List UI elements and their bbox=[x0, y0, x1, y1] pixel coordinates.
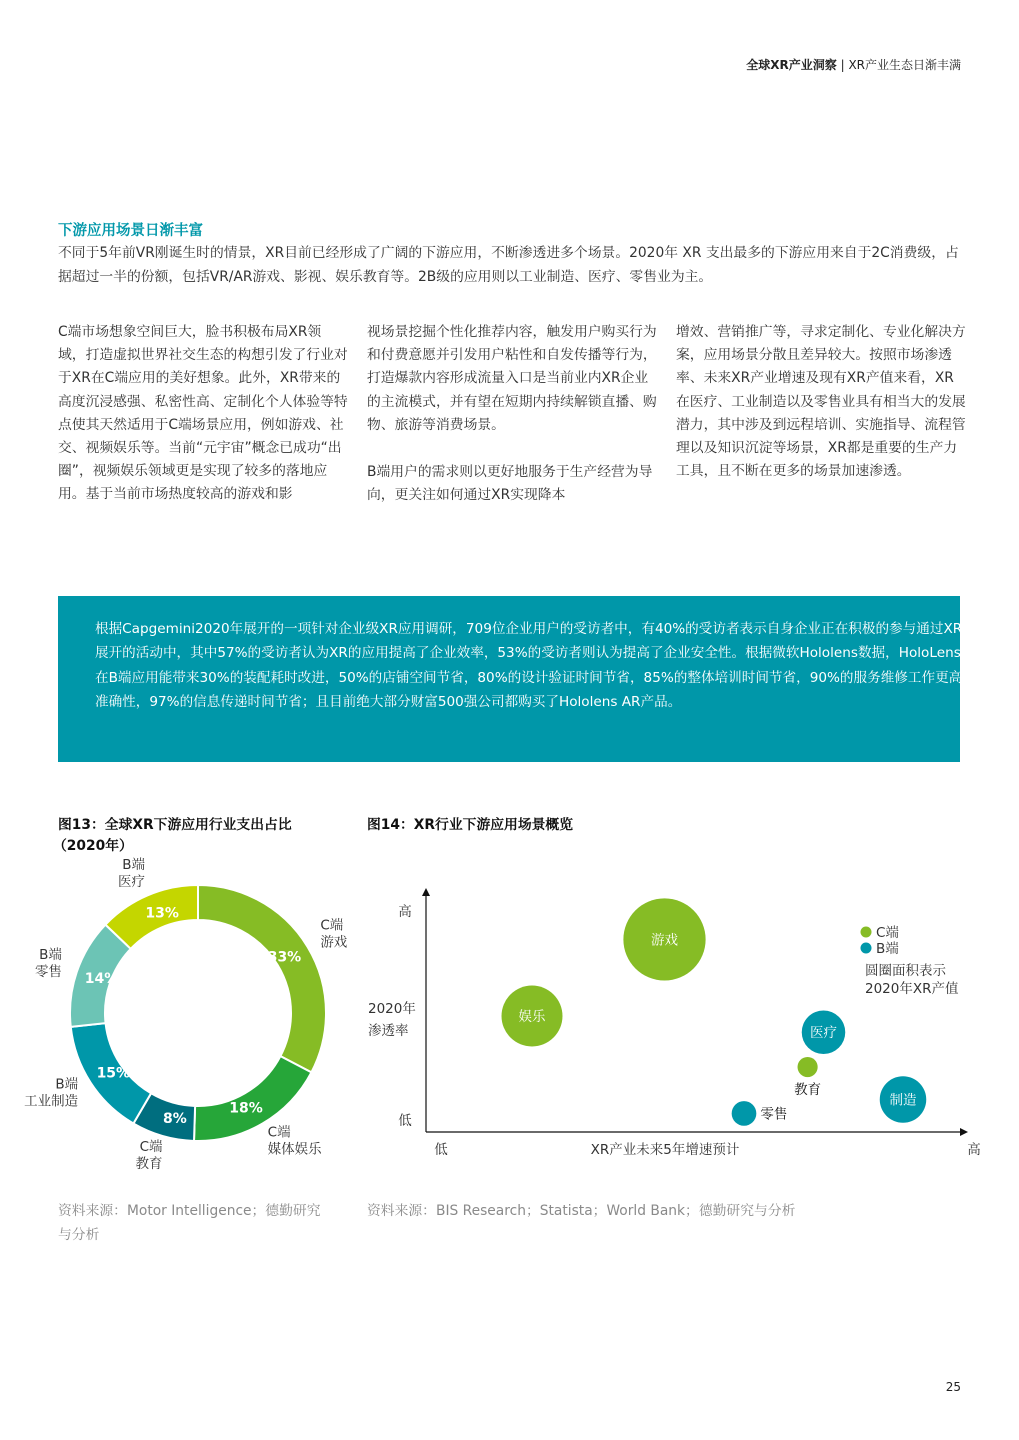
bubble-label-4: 零售 bbox=[760, 1106, 788, 1123]
body-column-2 bbox=[367, 321, 657, 531]
fig13-title bbox=[53, 815, 358, 857]
donut-chart bbox=[24, 857, 360, 1190]
section-intro: 不同于5年前VR刚诞生时的情景，XR目前已经形成了广阔的下游应用，不断渗透进多个场景。2020年 XR 支出最多的下游应用来自于2C消费级，占据超过一半的份额，包括VR/AR游戏、影视、娱乐教育等。2B级的应用则以工业制造、医疗、零售业为主。 bbox=[58, 245, 959, 285]
legend-note-line2: 2020年XR产值 bbox=[865, 981, 959, 997]
legend-note-line1: 圆圈面积表示 bbox=[865, 963, 946, 979]
bubble-label-2: 医疗 bbox=[810, 1025, 837, 1042]
fig13-source-line2: 与分析 bbox=[58, 1227, 100, 1243]
header-separator: | bbox=[836, 58, 849, 72]
col1-paragraph: C端市场想象空间巨大，脸书积极布局XR领域，打造虚拟世界社交生态的构想引发了行业对于XR在C端应用的美好想象。此外，XR带来的高度沉浸感强、私密性高、定制化个人体验等特点使其天然适用于C端场景应用，例如游戏、社交、视频娱乐等。当前“元宇宙”概念已成功“出圈”，视频娱乐领域更是实现了较多的落地应用。基于当前市场热度较高的游戏和影 bbox=[58, 324, 348, 503]
section-title: 下游应用场景日渐丰富 bbox=[58, 223, 203, 239]
donut-category-label-5: B端医疗 bbox=[117, 857, 145, 891]
col2-paragraph-1: 视场景挖掘个性化推荐内容，触发用户购买行为和付费意愿并引发用户粘性和自发传播等行为，打造爆款内容形成流量入口是当前业内XR企业的主流模式，并有望在短期内持续解锁直播、购物、旅游等消费场景。 bbox=[367, 324, 657, 433]
donut-category-label-0: C端游戏 bbox=[320, 917, 348, 951]
y-axis-label-line2: 渗透率 bbox=[368, 1023, 409, 1039]
donut-category-label-1: C端媒体娱乐 bbox=[267, 1124, 322, 1158]
bubble-3 bbox=[798, 1057, 818, 1077]
x-high-label: 高 bbox=[967, 1142, 981, 1158]
callout-text: 根据Capgemini2020年展开的一项针对企业级XR应用调研，709位企业用户的受访者中，有40%的受访者表示自身企业正在积极的参与通过XR展开的活动中，其中57%的受访者认为XR的应用提高了企业效率，53%的受访者则认为提高了企业安全性。根据微软Hololens数据，HoloLens在B端应用能带来30%的装配耗时改进，50%的店铺空间节省，80%的设计验证时间节省，85%的整体培训时间节省，90%的服务维修工作更高准确性，97%的信息传递时间节省；且目前绝大部分财富500强公司都购买了Hololens AR产品。 bbox=[95, 621, 963, 710]
donut-value-label-3: 15% bbox=[96, 1065, 131, 1082]
donut-category-label-2: C端教育 bbox=[135, 1139, 163, 1173]
legend-b-swatch bbox=[861, 943, 872, 954]
page-header bbox=[746, 56, 961, 73]
body-column-3 bbox=[676, 321, 966, 507]
y-axis-arrow bbox=[422, 888, 430, 896]
y-axis-label-line1: 2020年 bbox=[368, 1001, 416, 1017]
y-low-label: 低 bbox=[398, 1113, 412, 1129]
x-axis-arrow bbox=[960, 1128, 968, 1136]
header-section-title: XR产业生态日渐丰满 bbox=[848, 58, 961, 72]
fig14-source: 资料来源：BIS Research；Statista；World Bank；德勤研究与分析 bbox=[367, 1203, 796, 1219]
fig13-source bbox=[58, 1199, 358, 1247]
donut-value-label-2: 8% bbox=[163, 1111, 187, 1128]
x-low-label: 低 bbox=[434, 1142, 448, 1158]
donut-slices bbox=[70, 885, 326, 1141]
donut-slice-0 bbox=[198, 885, 326, 1072]
donut-slice-1 bbox=[194, 1056, 311, 1141]
fig13-source-line1: 资料来源：Motor Intelligence；德勤研究 bbox=[58, 1203, 321, 1219]
donut-value-label-4: 14% bbox=[84, 970, 119, 987]
x-axis-label: XR产业未来5年增速预计 bbox=[590, 1142, 740, 1158]
legend-b-label: B端 bbox=[876, 941, 899, 957]
y-high-label: 高 bbox=[398, 904, 412, 920]
legend-c-label: C端 bbox=[876, 925, 899, 941]
col2-paragraph-2: B端用户的需求则以更好地服务于生产经营为导向，更关注如何通过XR实现降本 bbox=[367, 464, 653, 504]
callout-box bbox=[58, 596, 963, 762]
col3-paragraph: 增效、营销推广等，寻求定制化、专业化解决方案，应用场景分散且差异较大。按照市场渗透率、未来XR产业增速及现有XR产值来看，XR在医疗、工业制造以及零售业具有相当大的发展潜力，其中涉及到远程培训、实施指导、流程管理以及知识沉淀等场景，XR都是重要的生产力工具，且不断在更多的场景加速渗透。 bbox=[676, 324, 966, 480]
page-number: 25 bbox=[945, 1380, 961, 1394]
donut-category-label-3: B端工业制造 bbox=[24, 1076, 79, 1110]
donut-category-label-4: B端零售 bbox=[34, 946, 62, 980]
bubble-label-5: 制造 bbox=[889, 1092, 917, 1109]
bubble-legend bbox=[861, 924, 959, 997]
bubble-4 bbox=[732, 1101, 757, 1126]
donut-value-label-0: 33% bbox=[267, 949, 302, 966]
bubble-chart bbox=[360, 880, 980, 1180]
body-column-1 bbox=[58, 321, 348, 531]
donut-value-label-5: 13% bbox=[145, 905, 179, 922]
donut-value-label-1: 18% bbox=[229, 1100, 263, 1117]
bubble-label-1: 娱乐 bbox=[518, 1009, 546, 1025]
bubble-label-3: 教育 bbox=[794, 1082, 822, 1099]
header-report-title: 全球XR产业洞察 bbox=[746, 58, 837, 72]
fig13-title-line2: （2020年） bbox=[53, 838, 133, 854]
legend-c-swatch bbox=[861, 927, 872, 938]
fig14-title: 图14：XR行业下游应用场景概览 bbox=[367, 817, 574, 833]
bubble-label-0: 游戏 bbox=[651, 932, 678, 949]
fig13-title-line1: 图13：全球XR下游应用行业支出占比 bbox=[58, 817, 292, 833]
